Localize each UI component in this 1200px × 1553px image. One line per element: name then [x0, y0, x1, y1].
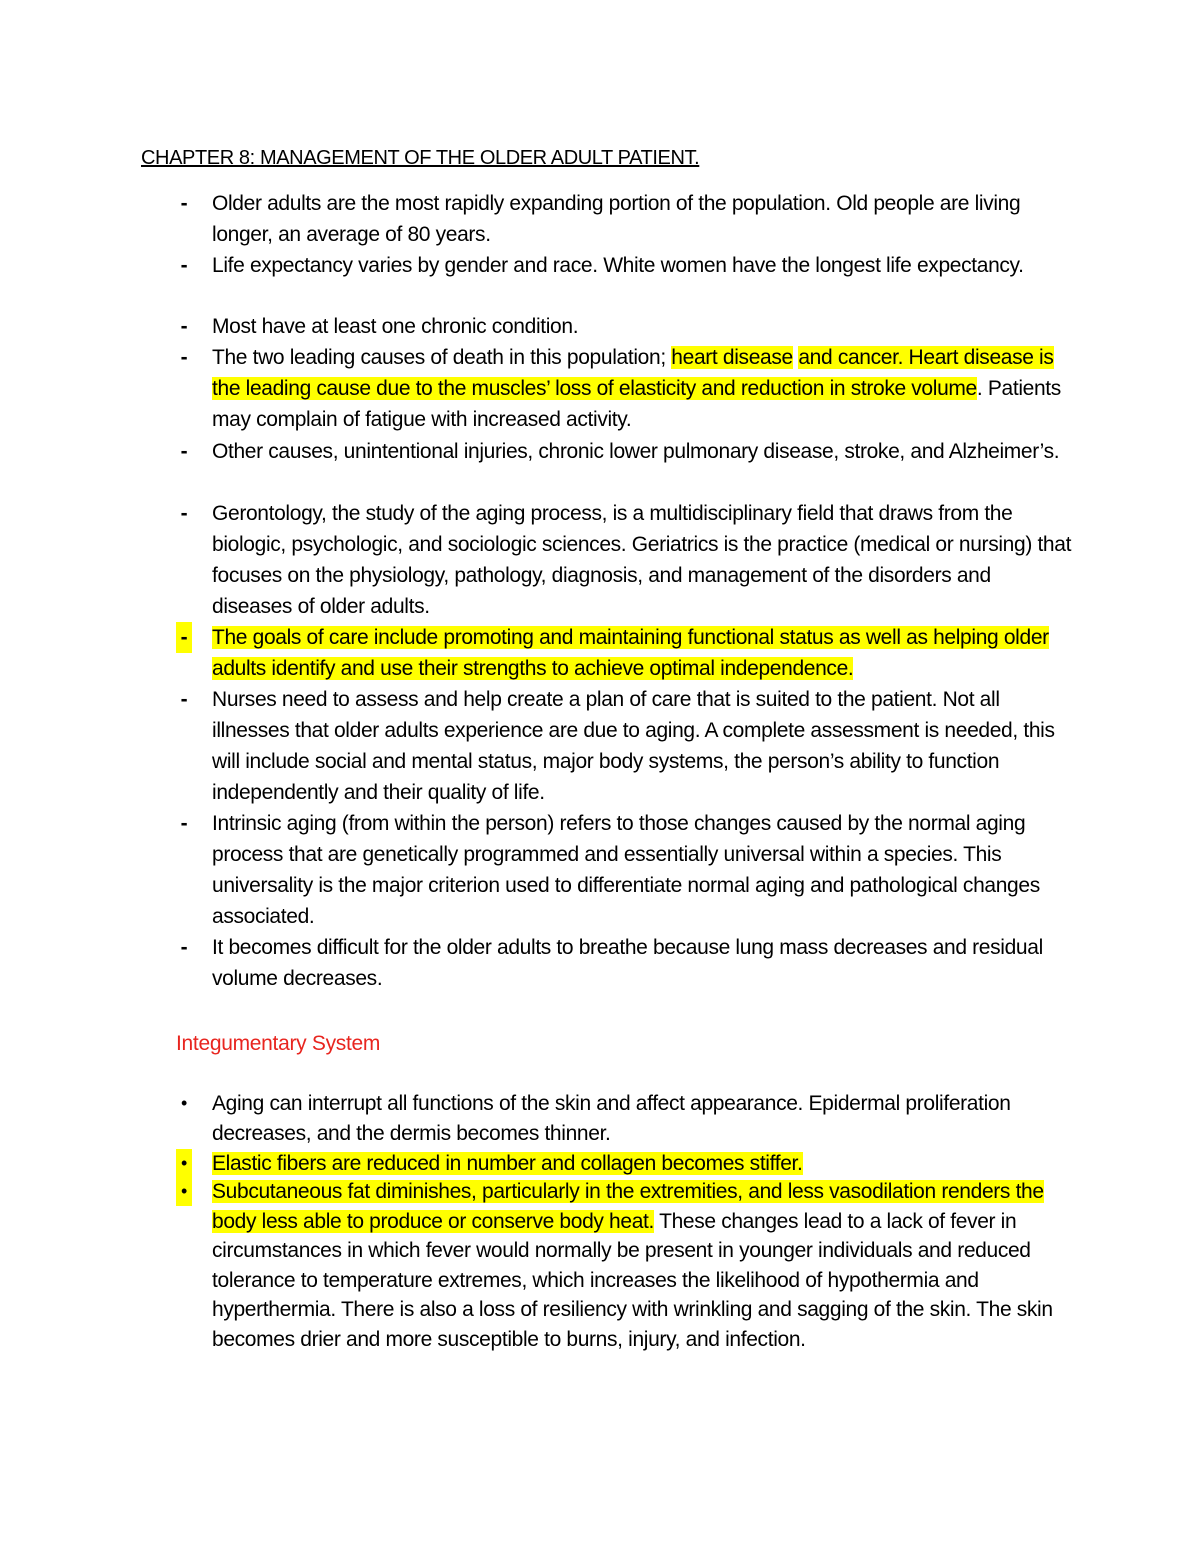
dash-marker: - — [180, 936, 188, 959]
item-text: Intrinsic aging (from within the person) refers to those changes caused by the normal aging process that are genetically programmed and essentially universal within a species. This universality is the major criterion used to differentiate normal aging and pathological changes associated. — [212, 812, 1040, 928]
dash-marker: - — [180, 315, 188, 338]
highlighted-text: and cancer. Heart disease is the leading cause due to the muscles’ loss of elasticity and reduction in stroke volume — [212, 346, 1054, 400]
list-item — [180, 311, 1072, 342]
list-item — [180, 808, 1072, 932]
item-text: Older adults are the most rapidly expanding portion of the population. Old people are living longer, an average of 80 years. — [212, 192, 1021, 246]
dash-marker: - — [180, 346, 188, 369]
bullet-marker: • — [176, 1177, 192, 1206]
dash-marker: - — [180, 688, 188, 711]
bullet-marker: • — [176, 1149, 192, 1178]
item-text: Gerontology, the study of the aging process, is a multidisciplinary field that draws from the biologic, psychologic, and sociologic sciences. Geriatrics is the practice (medical or nursing) that focuses on the physiology, pathology, diagnosis, and management of the disorders and diseases of older adults. — [212, 502, 1072, 618]
item-text: The two leading causes of death in this population; — [212, 346, 672, 369]
list-item — [180, 684, 1072, 808]
list-item — [181, 1177, 1072, 1354]
list-item — [180, 342, 1072, 435]
section-heading: Integumentary System — [176, 1032, 381, 1055]
dash-marker: - — [180, 440, 188, 463]
highlighted-text: heart disease — [671, 346, 793, 369]
list-item — [180, 498, 1072, 622]
dash-marker: - — [176, 622, 192, 653]
item-text: Most have at least one chronic condition. — [212, 315, 579, 338]
item-text: Life expectancy varies by gender and race. White women have the longest life expectancy. — [212, 254, 1024, 277]
item-text: It becomes difficult for the older adults to breathe because lung mass decreases and residual volume decreases. — [212, 936, 1043, 990]
list-item — [180, 188, 1072, 250]
item-text: . Patients may complain of fatigue with increased activity. — [212, 377, 1061, 431]
highlighted-text: Subcutaneous fat diminishes, particularly in the extremities, and less vasodilation renders the body less able to produce or conserve body heat. — [212, 1180, 1044, 1233]
dash-marker: - — [180, 192, 188, 215]
dash-marker: - — [180, 812, 188, 835]
list-item — [180, 622, 1072, 684]
item-text: Nurses need to assess and help create a plan of care that is suited to the patient. Not all illnesses that older adults experience are due to aging. A complete assessment is needed, this will include social and mental status, major body systems, the person’s ability to function independently and their quality of life. — [212, 688, 1055, 804]
list-item — [180, 932, 1072, 994]
list-item — [181, 1149, 1072, 1179]
dash-marker: - — [180, 254, 188, 277]
chapter-title: CHAPTER 8: MANAGEMENT OF THE OLDER ADULT PATIENT. — [141, 147, 700, 169]
item-text: Aging can interrupt all functions of the skin and affect appearance. Epidermal proliferation decreases, and the dermis becomes thinner. — [212, 1092, 1011, 1145]
list-item — [181, 1089, 1072, 1148]
item-text: Other causes, unintentional injuries, chronic lower pulmonary disease, stroke, and Alzheimer’s. — [212, 440, 1060, 463]
highlighted-text: The goals of care include promoting and maintaining functional status as well as helping older adults identify and use their strengths to achieve optimal independence. — [212, 626, 1049, 680]
item-text: These changes lead to a lack of fever in circumstances in which fever would normally be present in younger individuals and reduced tolerance to temperature extremes, which increases the likelihood of hypothermia and hyperthermia. There is also a loss of resiliency with wrinkling and sagging of the skin. The skin becomes drier and more susceptible to burns, injury, and infection. — [212, 1209, 1053, 1351]
highlighted-text: Elastic fibers are reduced in number and collagen becomes stiffer. — [212, 1152, 803, 1175]
list-item — [180, 436, 1072, 467]
bullet-marker: • — [181, 1093, 187, 1113]
list-item — [180, 250, 1072, 281]
dash-marker: - — [180, 502, 188, 525]
